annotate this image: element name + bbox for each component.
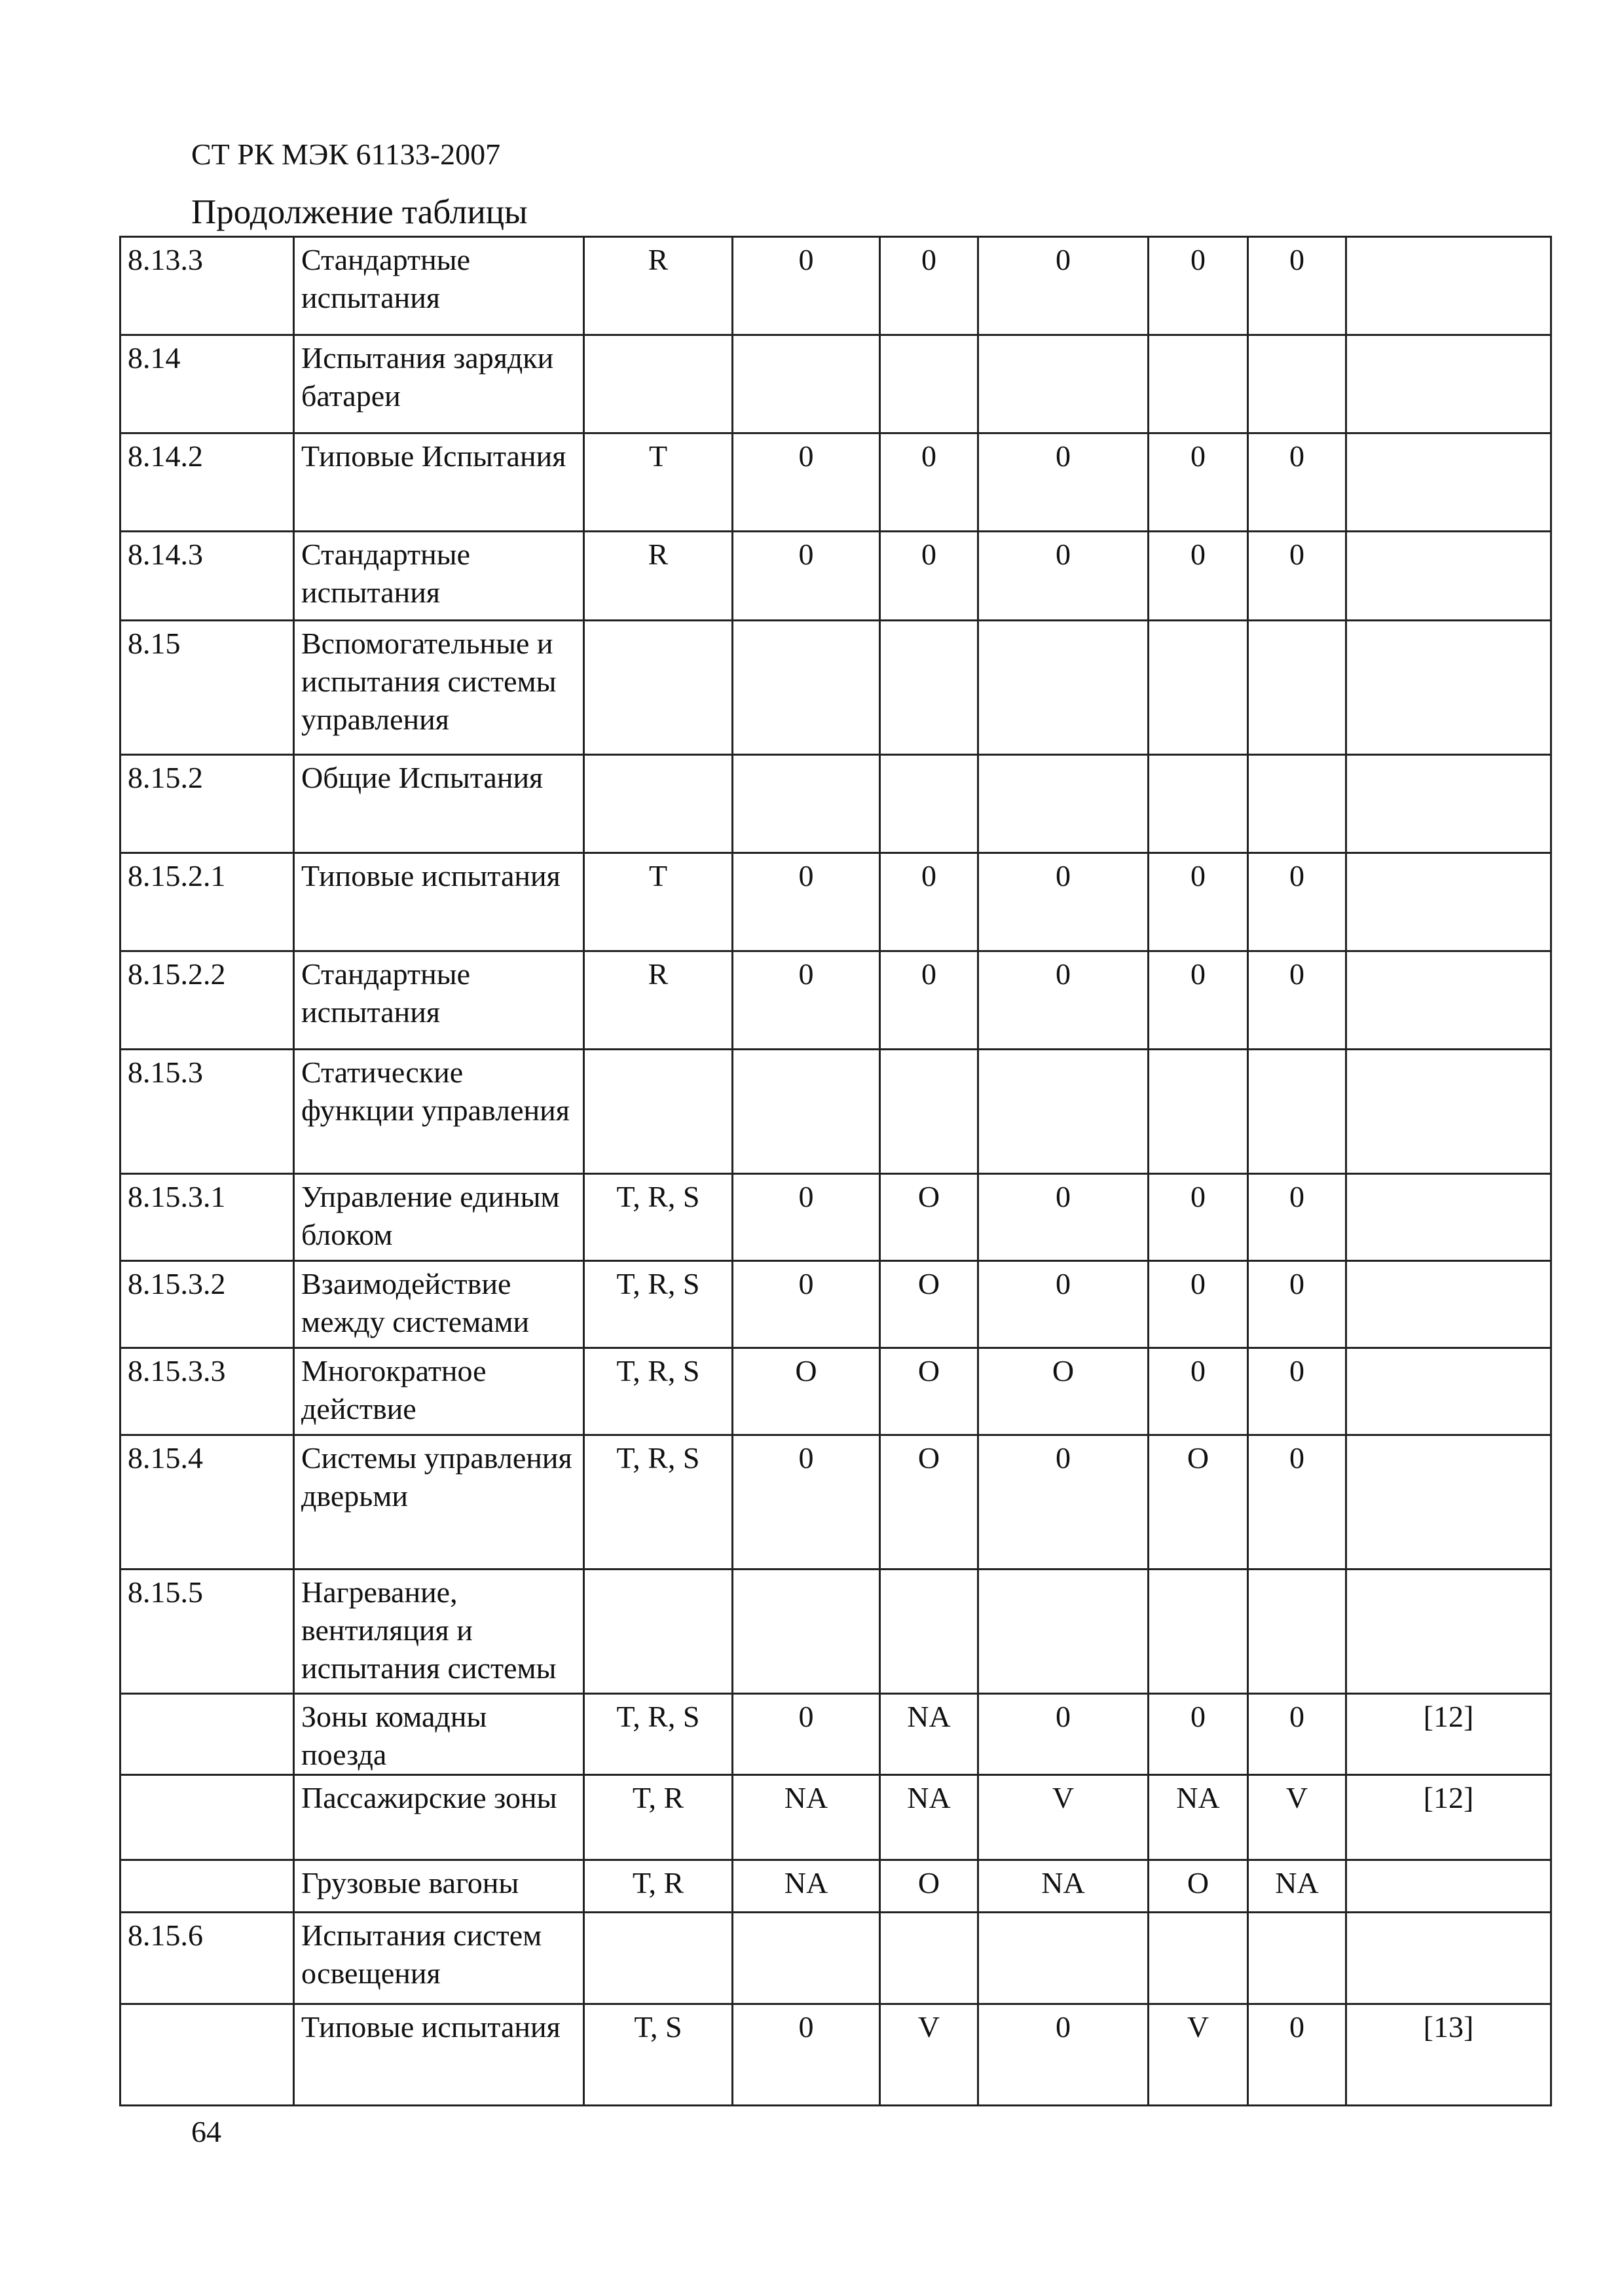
cell-clause-number: 8.13.3 <box>120 237 294 335</box>
cell-value-4: 0 <box>1149 237 1248 335</box>
cell-value-5 <box>1248 755 1346 853</box>
cell-test-name: Нагревание, вентиляция и испытания системы <box>294 1570 584 1694</box>
cell-value-3: O <box>978 1348 1149 1435</box>
table-row <box>120 1050 1551 1174</box>
cell-test-name: Стандартные испытания <box>294 532 584 621</box>
cell-reference <box>1346 1261 1551 1348</box>
cell-value-3: 0 <box>978 1261 1149 1348</box>
cell-value-3: 0 <box>978 1435 1149 1570</box>
cell-value-5: 0 <box>1248 853 1346 951</box>
cell-clause-number: 8.15.2.1 <box>120 853 294 951</box>
cell-test-type: T <box>584 433 733 532</box>
cell-value-3: 0 <box>978 2004 1149 2106</box>
cell-test-name: Статические функции управления <box>294 1050 584 1174</box>
cell-value-2: NA <box>880 1694 978 1775</box>
cell-value-3 <box>978 621 1149 755</box>
cell-value-4 <box>1149 755 1248 853</box>
table-row <box>120 1775 1551 1860</box>
cell-test-type: T, R <box>584 1775 733 1860</box>
cell-value-4 <box>1149 335 1248 433</box>
cell-value-2: 0 <box>880 951 978 1050</box>
cell-value-1 <box>733 1913 880 2004</box>
cell-value-4 <box>1149 1050 1248 1174</box>
cell-reference <box>1346 335 1551 433</box>
cell-clause-number: 8.15.2.2 <box>120 951 294 1050</box>
cell-value-1: 0 <box>733 1261 880 1348</box>
cell-clause-number: 8.15.5 <box>120 1570 294 1694</box>
cell-value-1 <box>733 335 880 433</box>
cell-clause-number <box>120 1694 294 1775</box>
cell-test-type: T, R, S <box>584 1435 733 1570</box>
cell-test-name: Испытания систем освещения <box>294 1913 584 2004</box>
cell-value-2 <box>880 1913 978 2004</box>
cell-value-1: 0 <box>733 853 880 951</box>
cell-test-name: Пассажирские зоны <box>294 1775 584 1860</box>
table-body <box>120 237 1551 2106</box>
cell-value-4: 0 <box>1149 433 1248 532</box>
cell-value-1: O <box>733 1348 880 1435</box>
cell-value-5: 0 <box>1248 1694 1346 1775</box>
cell-reference <box>1346 1860 1551 1913</box>
cell-value-4: 0 <box>1149 532 1248 621</box>
cell-clause-number: 8.15.2 <box>120 755 294 853</box>
cell-reference <box>1346 621 1551 755</box>
cell-value-4: V <box>1149 2004 1248 2106</box>
cell-value-5 <box>1248 1050 1346 1174</box>
cell-value-5: NA <box>1248 1860 1346 1913</box>
table-row <box>120 237 1551 335</box>
table-row <box>120 335 1551 433</box>
requirements-table <box>119 236 1552 2106</box>
table-row <box>120 755 1551 853</box>
cell-value-1: NA <box>733 1775 880 1860</box>
cell-value-3: 0 <box>978 951 1149 1050</box>
cell-test-type <box>584 755 733 853</box>
cell-value-2 <box>880 755 978 853</box>
cell-value-5: 0 <box>1248 951 1346 1050</box>
cell-value-3: 0 <box>978 532 1149 621</box>
cell-reference <box>1346 532 1551 621</box>
cell-value-4: NA <box>1149 1775 1248 1860</box>
table-row <box>120 532 1551 621</box>
cell-clause-number <box>120 2004 294 2106</box>
cell-value-3: 0 <box>978 1174 1149 1261</box>
cell-value-1: 0 <box>733 951 880 1050</box>
table-row <box>120 621 1551 755</box>
cell-value-4: 0 <box>1149 1261 1248 1348</box>
cell-value-1 <box>733 1050 880 1174</box>
cell-value-2: O <box>880 1348 978 1435</box>
cell-test-type <box>584 621 733 755</box>
cell-value-2: 0 <box>880 532 978 621</box>
table-row <box>120 1261 1551 1348</box>
cell-reference <box>1346 1570 1551 1694</box>
table-row <box>120 2004 1551 2106</box>
cell-value-2 <box>880 1050 978 1174</box>
cell-test-name: Грузовые вагоны <box>294 1860 584 1913</box>
cell-clause-number: 8.15.4 <box>120 1435 294 1570</box>
cell-value-5: 0 <box>1248 237 1346 335</box>
cell-reference <box>1346 1435 1551 1570</box>
cell-value-3: 0 <box>978 237 1149 335</box>
cell-test-name: Многократное действие <box>294 1348 584 1435</box>
cell-value-1: NA <box>733 1860 880 1913</box>
table-row <box>120 951 1551 1050</box>
cell-clause-number <box>120 1775 294 1860</box>
cell-value-3 <box>978 755 1149 853</box>
cell-value-3 <box>978 1050 1149 1174</box>
cell-test-type: T, R, S <box>584 1174 733 1261</box>
page-number: 64 <box>191 2115 221 2148</box>
cell-value-4: 0 <box>1149 1694 1248 1775</box>
cell-test-type: T, R <box>584 1860 733 1913</box>
table-caption: Продолжение таблицы <box>191 193 528 231</box>
cell-test-type: R <box>584 951 733 1050</box>
cell-value-3: 0 <box>978 433 1149 532</box>
cell-test-type: R <box>584 532 733 621</box>
cell-test-type <box>584 1050 733 1174</box>
cell-reference: [12] <box>1346 1775 1551 1860</box>
cell-value-4: O <box>1149 1860 1248 1913</box>
cell-value-2: O <box>880 1860 978 1913</box>
cell-value-1: 0 <box>733 1174 880 1261</box>
cell-value-4: 0 <box>1149 951 1248 1050</box>
cell-test-name: Зоны комадны поезда <box>294 1694 584 1775</box>
cell-reference <box>1346 1050 1551 1174</box>
cell-value-5: 0 <box>1248 1174 1346 1261</box>
cell-test-name: Управление единым блоком <box>294 1174 584 1261</box>
cell-value-2: 0 <box>880 433 978 532</box>
cell-value-1: 0 <box>733 2004 880 2106</box>
cell-clause-number: 8.15.3.3 <box>120 1348 294 1435</box>
cell-test-name: Стандартные испытания <box>294 237 584 335</box>
cell-value-1: 0 <box>733 1435 880 1570</box>
cell-value-1 <box>733 755 880 853</box>
cell-clause-number: 8.15.6 <box>120 1913 294 2004</box>
cell-value-3: NA <box>978 1860 1149 1913</box>
cell-reference <box>1346 951 1551 1050</box>
cell-reference: [12] <box>1346 1694 1551 1775</box>
cell-value-2 <box>880 1570 978 1694</box>
table-row <box>120 1694 1551 1775</box>
cell-value-2: O <box>880 1174 978 1261</box>
cell-value-5: V <box>1248 1775 1346 1860</box>
cell-test-type: T, R, S <box>584 1694 733 1775</box>
cell-reference <box>1346 1174 1551 1261</box>
cell-value-5 <box>1248 621 1346 755</box>
cell-test-name: Взаимодействие между системами <box>294 1261 584 1348</box>
cell-value-5: 0 <box>1248 433 1346 532</box>
document-code: СТ РК МЭК 61133-2007 <box>191 138 501 171</box>
cell-test-name: Типовые испытания <box>294 853 584 951</box>
cell-test-type: T, R, S <box>584 1261 733 1348</box>
cell-value-5 <box>1248 335 1346 433</box>
cell-test-type <box>584 335 733 433</box>
table-row <box>120 433 1551 532</box>
cell-clause-number: 8.14 <box>120 335 294 433</box>
cell-value-3: 0 <box>978 1694 1149 1775</box>
table-row <box>120 853 1551 951</box>
cell-test-name: Испытания зарядки батареи <box>294 335 584 433</box>
cell-value-1: 0 <box>733 433 880 532</box>
cell-test-type <box>584 1570 733 1694</box>
cell-test-name: Стандартные испытания <box>294 951 584 1050</box>
cell-value-4: O <box>1149 1435 1248 1570</box>
table-row <box>120 1860 1551 1913</box>
cell-reference <box>1346 1348 1551 1435</box>
cell-value-2: NA <box>880 1775 978 1860</box>
cell-test-name: Типовые испытания <box>294 2004 584 2106</box>
cell-clause-number: 8.15.3 <box>120 1050 294 1174</box>
cell-value-4 <box>1149 1913 1248 2004</box>
cell-reference <box>1346 755 1551 853</box>
cell-clause-number: 8.15.3.1 <box>120 1174 294 1261</box>
table-row <box>120 1348 1551 1435</box>
cell-value-1: 0 <box>733 237 880 335</box>
cell-value-5 <box>1248 1570 1346 1694</box>
cell-value-3 <box>978 1913 1149 2004</box>
cell-reference <box>1346 433 1551 532</box>
table-row <box>120 1174 1551 1261</box>
cell-value-5: 0 <box>1248 1261 1346 1348</box>
cell-value-5: 0 <box>1248 1435 1346 1570</box>
cell-test-type: R <box>584 237 733 335</box>
cell-test-type: T, S <box>584 2004 733 2106</box>
cell-value-3: 0 <box>978 853 1149 951</box>
cell-test-type: T <box>584 853 733 951</box>
table-row <box>120 1570 1551 1694</box>
cell-clause-number: 8.14.2 <box>120 433 294 532</box>
cell-value-4: 0 <box>1149 1348 1248 1435</box>
cell-value-1: 0 <box>733 1694 880 1775</box>
cell-value-1 <box>733 621 880 755</box>
cell-value-2 <box>880 335 978 433</box>
cell-clause-number: 8.15 <box>120 621 294 755</box>
cell-value-5 <box>1248 1913 1346 2004</box>
cell-value-4 <box>1149 1570 1248 1694</box>
cell-test-name: Системы управления дверьми <box>294 1435 584 1570</box>
cell-value-2: O <box>880 1435 978 1570</box>
cell-value-2 <box>880 621 978 755</box>
cell-value-2: V <box>880 2004 978 2106</box>
cell-value-4 <box>1149 621 1248 755</box>
cell-value-1: 0 <box>733 532 880 621</box>
cell-value-4: 0 <box>1149 1174 1248 1261</box>
cell-clause-number <box>120 1860 294 1913</box>
cell-reference <box>1346 1913 1551 2004</box>
cell-test-name: Вспомогательные и испытания системы управления <box>294 621 584 755</box>
cell-clause-number: 8.15.3.2 <box>120 1261 294 1348</box>
cell-reference: [13] <box>1346 2004 1551 2106</box>
cell-value-5: 0 <box>1248 2004 1346 2106</box>
cell-test-type <box>584 1913 733 2004</box>
cell-value-1 <box>733 1570 880 1694</box>
table-row <box>120 1913 1551 2004</box>
cell-value-4: 0 <box>1149 853 1248 951</box>
cell-test-name: Общие Испытания <box>294 755 584 853</box>
cell-reference <box>1346 853 1551 951</box>
cell-value-3 <box>978 335 1149 433</box>
table-row <box>120 1435 1551 1570</box>
cell-value-2: O <box>880 1261 978 1348</box>
cell-test-name: Типовые Испытания <box>294 433 584 532</box>
cell-value-2: 0 <box>880 237 978 335</box>
cell-value-2: 0 <box>880 853 978 951</box>
cell-value-5: 0 <box>1248 532 1346 621</box>
cell-test-type: T, R, S <box>584 1348 733 1435</box>
cell-value-3 <box>978 1570 1149 1694</box>
cell-clause-number: 8.14.3 <box>120 532 294 621</box>
cell-value-3: V <box>978 1775 1149 1860</box>
cell-value-5: 0 <box>1248 1348 1346 1435</box>
cell-reference <box>1346 237 1551 335</box>
